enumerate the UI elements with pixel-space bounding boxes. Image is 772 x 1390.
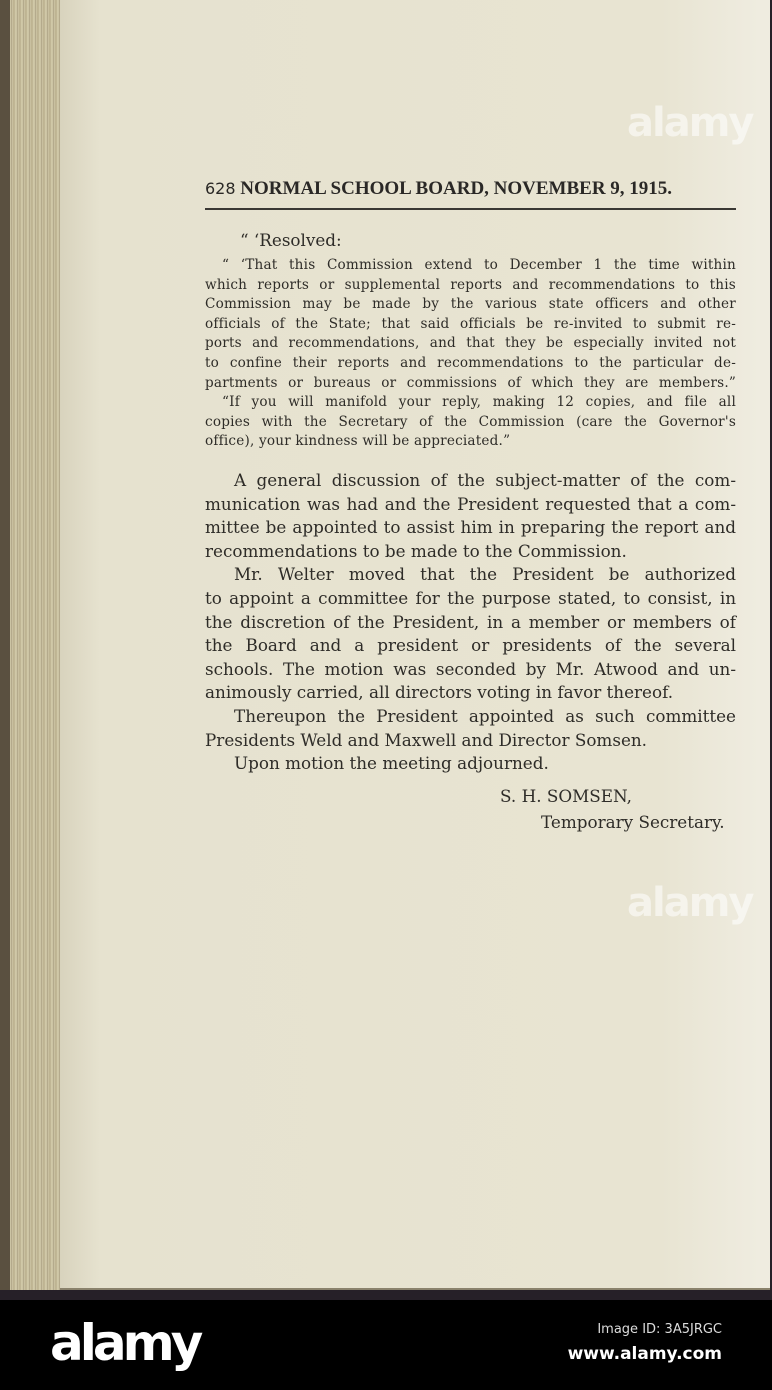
page-header — [205, 178, 705, 200]
quote-line: office), your kindness will be appreciated.” — [205, 433, 511, 450]
image-id: Image ID: 3A5JRGC — [597, 1322, 722, 1337]
stock-footer — [0, 1300, 772, 1390]
quote-line: ports and recommendations, and that they be especially invited not — [205, 335, 736, 352]
body-line: to appoint a committee for the purpose stated, to consist, in — [205, 588, 736, 608]
body-line: the Board and a president or presidents of the several — [205, 635, 736, 656]
signature-name: S. H. SOMSEN, — [500, 786, 632, 806]
alamy-logo: alamy — [50, 1314, 200, 1372]
quote-line: Commission may be made by the various state officers and other — [205, 296, 736, 313]
body-line: animously carried, all directors voting in favor thereof. — [205, 682, 674, 703]
body-line: schools. The motion was seconded by Mr. Atwood and un- — [205, 658, 736, 679]
quote-heading: “ ‘Resolved: — [240, 230, 342, 250]
page-title: NORMAL SCHOOL BOARD, NOVEMBER 9, 1915. — [240, 178, 673, 199]
body-line: Upon motion the meeting adjourned. — [234, 753, 549, 774]
body-line: munication was had and the President requested that a com- — [205, 493, 736, 514]
quote-line: to confine their reports and recommendations to the particular de- — [205, 355, 736, 371]
body-line: A general discussion of the subject-matter of the com- — [234, 470, 736, 490]
body-line: recommendations to be made to the Commission. — [205, 540, 627, 561]
body-line: Presidents Weld and Maxwell and Director Somsen. — [205, 729, 648, 750]
body-line: mittee be appointed to assist him in preparing the report and — [205, 517, 736, 538]
site-url: www.alamy.com — [567, 1344, 722, 1364]
quote-line: “If you will manifold your reply, making 12 copies, and file all — [222, 394, 736, 411]
body-line: Mr. Welter moved that the President be authorized — [234, 564, 736, 585]
quote-line: “ ‘That this Commission extend to December 1 the time within — [222, 257, 736, 273]
page-number: 628 — [205, 179, 236, 198]
watermark-logo: alamy — [627, 100, 753, 146]
quote-line: partments or bureaus or commissions of which they are members.” — [205, 374, 736, 391]
quote-line: which reports or supplemental reports and recommendations to this — [205, 276, 736, 293]
signature-title: Temporary Secretary. — [541, 812, 725, 832]
watermark-logo: alamy — [627, 880, 753, 926]
page-edges — [0, 0, 60, 1290]
body-line: the discretion of the President, in a member or members of — [205, 611, 736, 632]
body-line: Thereupon the President appointed as such committee — [234, 706, 736, 726]
header-rule — [205, 208, 736, 210]
quote-line: copies with the Secretary of the Commission (care the Governor's — [205, 413, 736, 430]
quote-line: officials of the State; that said officials be re-invited to submit re- — [205, 315, 736, 332]
